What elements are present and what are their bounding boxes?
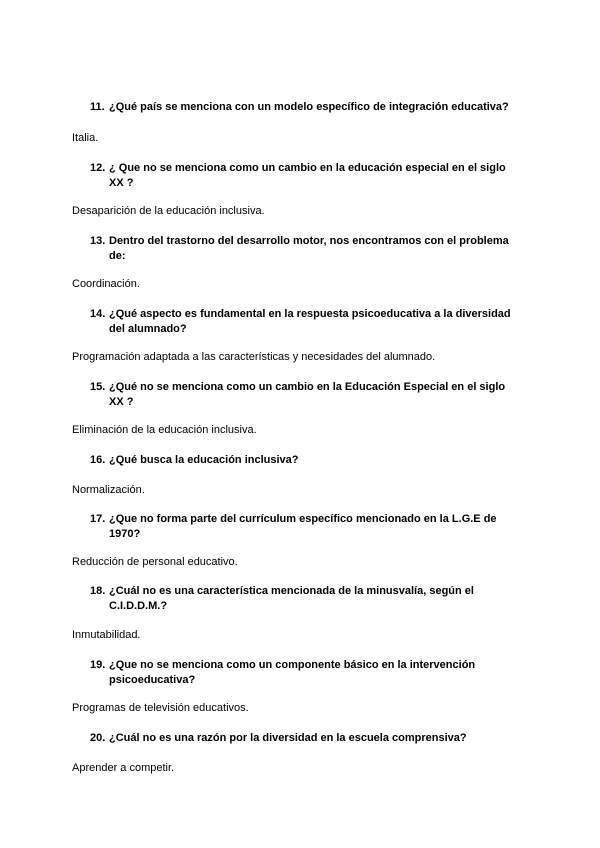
question-text: ¿ Que no se menciona como un cambio en la educación especial en el siglo XX ? (109, 162, 506, 189)
answer-20: Aprender a competir. (72, 762, 175, 774)
question-number: 13. (90, 235, 106, 247)
question-20 (90, 731, 520, 746)
question-number: 19. (90, 659, 106, 671)
answer-18: Inmutabilidad. (72, 629, 141, 641)
question-text: ¿Qué no se menciona como un cambio en la Educación Especial en el siglo XX ? (109, 381, 506, 408)
answer-12: Desaparición de la educación inclusiva. (72, 205, 265, 217)
answer-14: Programación adaptada a las características y necesidades del alumnado. (72, 351, 436, 363)
question-number: 14. (90, 308, 106, 320)
question-text: ¿Que no forma parte del currículum específico mencionado en la L.G.E de 1970? (109, 513, 497, 540)
question-18 (90, 584, 520, 614)
question-number: 18. (90, 585, 106, 597)
question-text: Dentro del trastorno del desarrollo motor, nos encontramos con el problema de: (109, 235, 509, 262)
question-text: ¿Cuál no es una característica mencionada de la minusvalía, según el C.I.D.D.M.? (109, 585, 474, 612)
question-19 (90, 658, 520, 688)
question-12 (90, 161, 520, 191)
answer-16: Normalización. (72, 484, 145, 496)
question-14 (90, 307, 520, 337)
question-16 (90, 453, 520, 468)
question-number: 16. (90, 454, 106, 466)
answer-19: Programas de televisión educativos. (72, 702, 249, 714)
question-11 (90, 100, 520, 115)
question-13 (90, 234, 520, 264)
question-number: 17. (90, 513, 106, 525)
question-text: ¿Cuál no es una razón por la diversidad en la escuela comprensiva? (109, 732, 467, 744)
question-number: 11. (90, 101, 105, 113)
answer-11: Italia. (72, 132, 99, 144)
answer-15: Eliminación de la educación inclusiva. (72, 424, 257, 436)
question-number: 12. (90, 162, 106, 174)
question-number: 15. (90, 381, 106, 393)
question-15 (90, 380, 520, 410)
answer-13: Coordinación. (72, 278, 140, 290)
question-text: ¿Qué aspecto es fundamental en la respuesta psicoeducativa a la diversidad del alumnado? (109, 308, 511, 335)
question-text: ¿Qué país se menciona con un modelo específico de integración educativa? (109, 101, 509, 113)
question-17 (90, 512, 520, 542)
question-text: ¿Qué busca la educación inclusiva? (109, 454, 299, 466)
question-text: ¿Que no se menciona como un componente básico en la intervención psicoeducativa? (109, 659, 476, 686)
question-number: 20. (90, 732, 106, 744)
answer-17: Reducción de personal educativo. (72, 556, 238, 568)
